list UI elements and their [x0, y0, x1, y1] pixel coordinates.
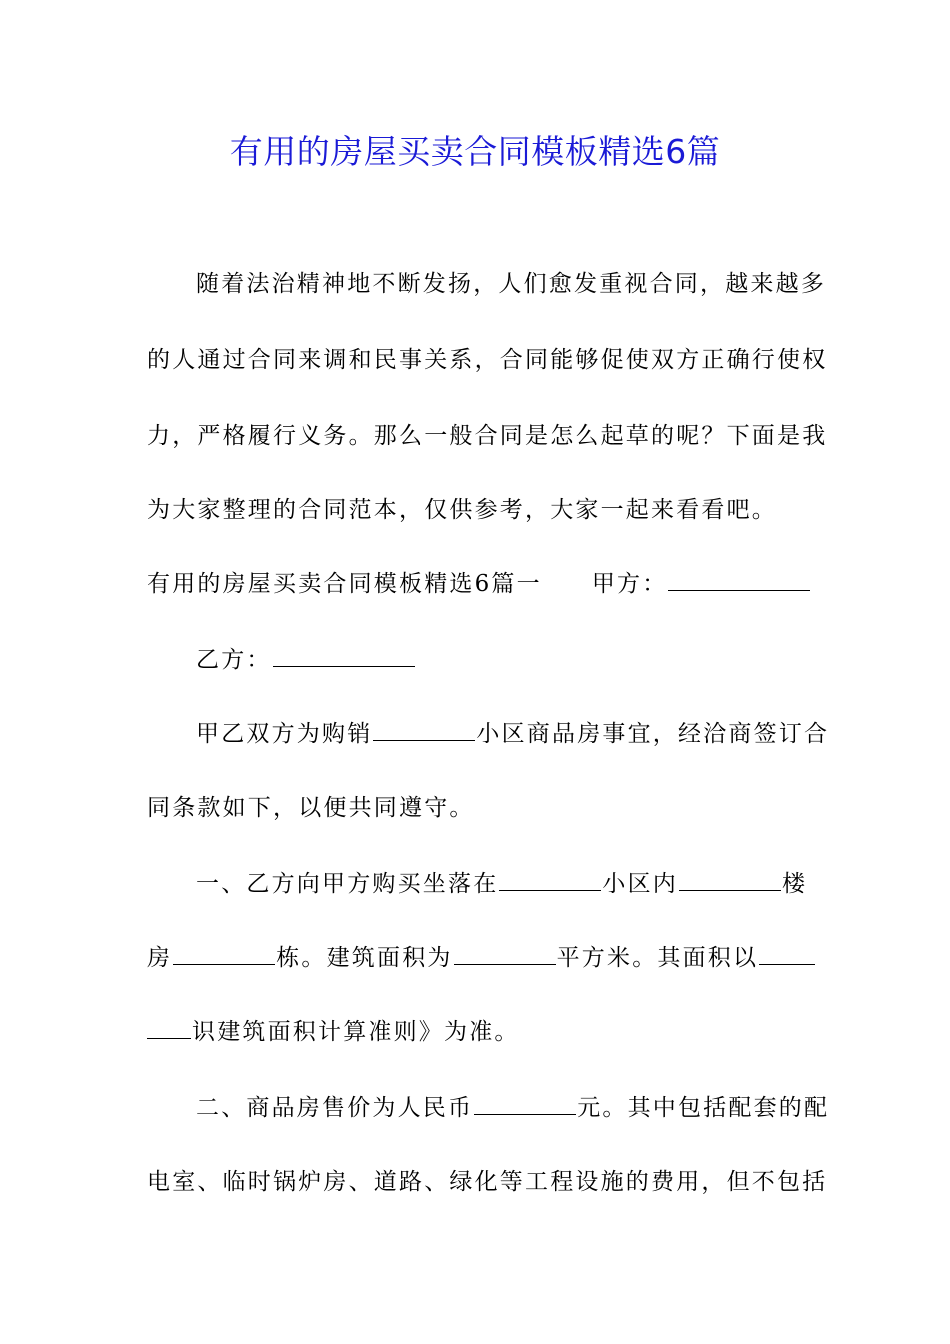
clause-1-text-g: 识建筑面积计算准则》为准。 — [192, 1019, 520, 1045]
clause-intro-text-a: 甲乙双方为购销 — [196, 721, 373, 747]
building-blank — [679, 866, 781, 891]
intro-line-4: 为大家整理的合同范本，仅供参考，大家一起来看看吧。 — [147, 497, 777, 523]
clause-1-text-c: 楼 — [782, 871, 808, 897]
party-b-label: 乙方： — [196, 647, 272, 673]
clause-1-line-2 — [147, 938, 807, 978]
intro-line-2: 的人通过合同来调和民事关系，合同能够促使双方正确行使权 — [147, 347, 828, 373]
clause-intro-line-2: 同条款如下，以便共同遵守。 — [147, 795, 475, 821]
clause-2-line-2: 电室、临时锅炉房、道路、绿化等工程设施的费用，但不包括 — [147, 1169, 828, 1195]
party-a-blank — [668, 566, 810, 591]
clause-1-line-1 — [196, 864, 808, 904]
party-b-line — [196, 640, 808, 680]
clause-intro-text-b: 小区商品房事宜，经洽商签订合 — [476, 721, 830, 747]
standard-blank-2 — [147, 1014, 191, 1039]
clause-2-text-a: 二、商品房售价为人民币 — [196, 1095, 474, 1121]
unit-blank — [173, 940, 275, 965]
clause-2-text-b: 元。其中包括配套的配 — [577, 1095, 830, 1121]
clause-2-line-1 — [196, 1088, 830, 1128]
clause-1-line-3 — [147, 1012, 807, 1052]
area-blank — [454, 940, 556, 965]
document-title: 有用的房屋买卖合同模板精选6篇 — [229, 132, 721, 171]
clause-intro-line-1 — [196, 714, 830, 754]
party-a-label: 甲方： — [591, 571, 668, 597]
section-heading: 有用的房屋买卖合同模板精选6篇一 — [147, 571, 542, 597]
clause-1-text-f: 平方米。其面积以 — [556, 945, 759, 971]
location-blank — [499, 866, 601, 891]
standard-blank-1 — [759, 940, 815, 965]
community-blank — [373, 716, 475, 741]
section-heading-line — [147, 564, 807, 604]
clause-1-text-d: 房 — [147, 945, 173, 971]
intro-line-1: 随着法治精神地不断发扬，人们愈发重视合同，越来越多 — [196, 271, 826, 297]
clause-1-text-b: 小区内 — [602, 871, 679, 897]
clause-1-text-a: 一、乙方向甲方购买坐落在 — [196, 871, 499, 897]
price-blank — [474, 1090, 576, 1115]
party-b-blank — [273, 642, 415, 667]
intro-line-3: 力，严格履行义务。那么一般合同是怎么起草的呢？下面是我 — [147, 423, 828, 449]
clause-1-text-e: 栋。建筑面积为 — [276, 945, 453, 971]
